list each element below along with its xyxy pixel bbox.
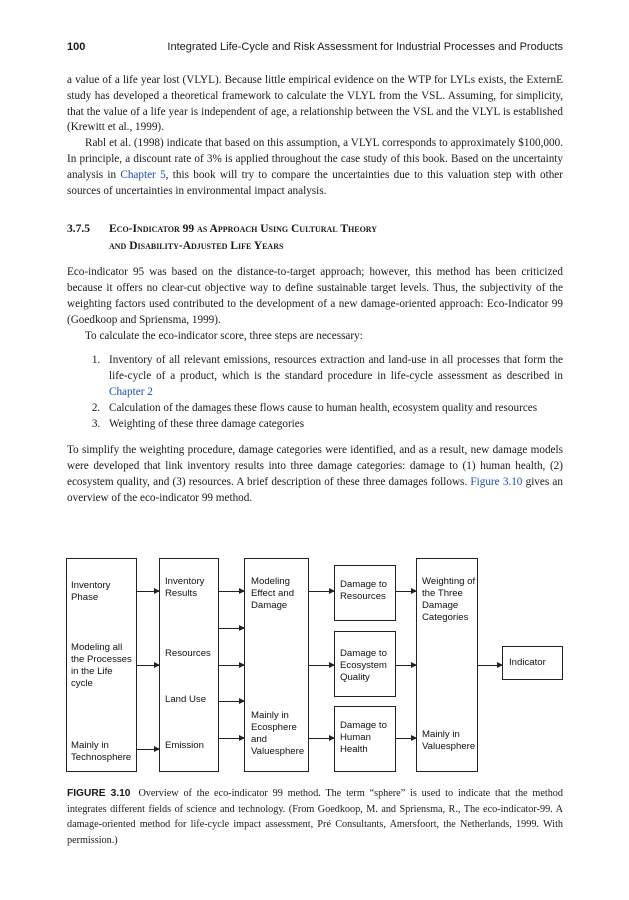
arrow-right-icon — [137, 665, 159, 666]
arrow-right-icon — [137, 591, 159, 592]
figure-3-10-diagram — [66, 556, 563, 772]
weighting-label: Weighting of the Three Damage Categories — [422, 576, 476, 623]
list-item: 2. Calculation of the damages these flows cause to human health, ecosystem quality and resources — [103, 401, 563, 417]
ecosphere-label: Mainly in Ecosphere and Valuesphere — [251, 710, 305, 757]
valuesphere-label: Mainly in Valuesphere — [422, 729, 476, 752]
paragraph: Eco-indicator 95 was based on the distance-to-target approach; however, this method has been criticized because it offers no clear-cut objective way to define sustainable target levels. Thus, the subjectivity of the weighting factors used contributed to the development of a new damage-oriented approach: Eco-Indicator 99 (Goedkoop and Spriensma, 1999). — [67, 266, 563, 326]
land-use-label: Land Use — [165, 694, 207, 705]
arrow-right-icon — [396, 591, 416, 592]
arrow-right-icon — [219, 701, 244, 702]
arrow-right-icon — [309, 738, 334, 739]
list-item: 3. Weighting of these three damage categories — [103, 417, 563, 433]
text: , this book will try to compare the uncertainties due to this valuation step with other sources of uncertainties in environmental impact analysis. — [67, 168, 563, 197]
modeling-processes-label: Modeling all the Processes in the Life cycle — [71, 642, 132, 689]
text: gives an overview of the eco-indicator 99 method. — [67, 475, 563, 504]
arrow-right-icon — [219, 665, 244, 666]
arrow-right-icon — [396, 665, 416, 666]
page-header — [67, 41, 563, 57]
section-heading — [67, 221, 563, 255]
section-number: 3.7.5 — [67, 223, 90, 236]
figure-3-10-link[interactable]: Figure 3.10 — [470, 475, 523, 488]
damage-ecosystem-label: Damage to Ecosystem Quality — [340, 648, 387, 683]
arrow-right-icon — [309, 665, 334, 666]
inventory-phase-label: Inventory Phase — [71, 580, 111, 603]
damage-resources-label: Damage to Resources — [340, 579, 387, 602]
section-title-line1: Eco-Indicator 99 as Approach Using Cultural Theory — [109, 223, 378, 236]
paragraph — [67, 136, 563, 199]
arrow-right-icon — [478, 665, 502, 666]
emission-label: Emission — [165, 740, 204, 751]
arrow-right-icon — [309, 591, 334, 592]
resources-label: Resources — [165, 648, 211, 659]
arrow-right-icon — [219, 738, 244, 739]
technosphere-label: Mainly in Technosphere — [71, 740, 132, 763]
paragraph: a value of a life year lost (VLYL). Because little empirical evidence on the WTP for LYLs exists, the ExternE study has developed a theoretical framework to calculate the VLYL from the VSL. Assuming, for simplicity, that the value of a life year is independent of age, a relationship between the VSL and the VLYL is established (Krewitt et al., 1999). — [67, 74, 563, 134]
text: To simplify the weighting procedure, damage categories were identified, and as a result, new damage models were developed that link inventory results into three damage categories: damage to (1) human health, (2) ecosystem quality, and (3) resources. A brief description of these three damages follows. — [67, 444, 563, 488]
chapter-5-link[interactable]: Chapter 5 — [120, 168, 166, 181]
section-title-line2: and Disability-Adjusted Life Years — [109, 240, 284, 253]
list-item — [103, 353, 563, 400]
indicator-label: Indicator — [509, 657, 546, 668]
damage-health-label: Damage to Human Health — [340, 720, 387, 755]
arrow-right-icon — [219, 591, 244, 592]
inventory-results-label: Inventory Results — [165, 576, 205, 599]
running-title: Integrated Life-Cycle and Risk Assessment for Industrial Processes and Products — [167, 41, 563, 53]
text: Inventory of all relevant emissions, resources extraction and land-use in all processes that form the life-cycle of a product, which is the standard procedure in life-cycle assessment as described in — [109, 354, 563, 383]
page-body — [67, 73, 563, 507]
caption-label: FIGURE 3.10 — [67, 788, 131, 799]
caption-text: Overview of the eco-indicator 99 method. The term “sphere” is used to indicate that the method integrates different fields of science and technology. (From Goedkoop, M. and Spriensma, R., The eco-indicator-99. A damage-oriented method for life-cycle impact assessment, Pré Consultants, Amersfoort, the Netherlands, 1999. With permission.) — [67, 788, 563, 846]
arrow-right-icon — [396, 738, 416, 739]
page-number: 100 — [67, 41, 86, 53]
modeling-effect-label: Modeling Effect and Damage — [251, 576, 295, 611]
arrow-right-icon — [219, 628, 244, 629]
paragraph — [67, 443, 563, 506]
steps-list — [67, 353, 563, 432]
arrow-right-icon — [137, 749, 159, 750]
chapter-2-link[interactable]: Chapter 2 — [109, 385, 153, 398]
figure-caption — [67, 786, 563, 848]
paragraph: To calculate the eco-indicator score, three steps are necessary: — [85, 329, 363, 342]
text: Rabl et al. (1998) indicate that based on this assumption, a VLYL corresponds to approximately $100,000. In principle, a discount rate of 3% is applied throughout the case study of this book. Based on the uncertainty analysis in — [67, 137, 563, 181]
